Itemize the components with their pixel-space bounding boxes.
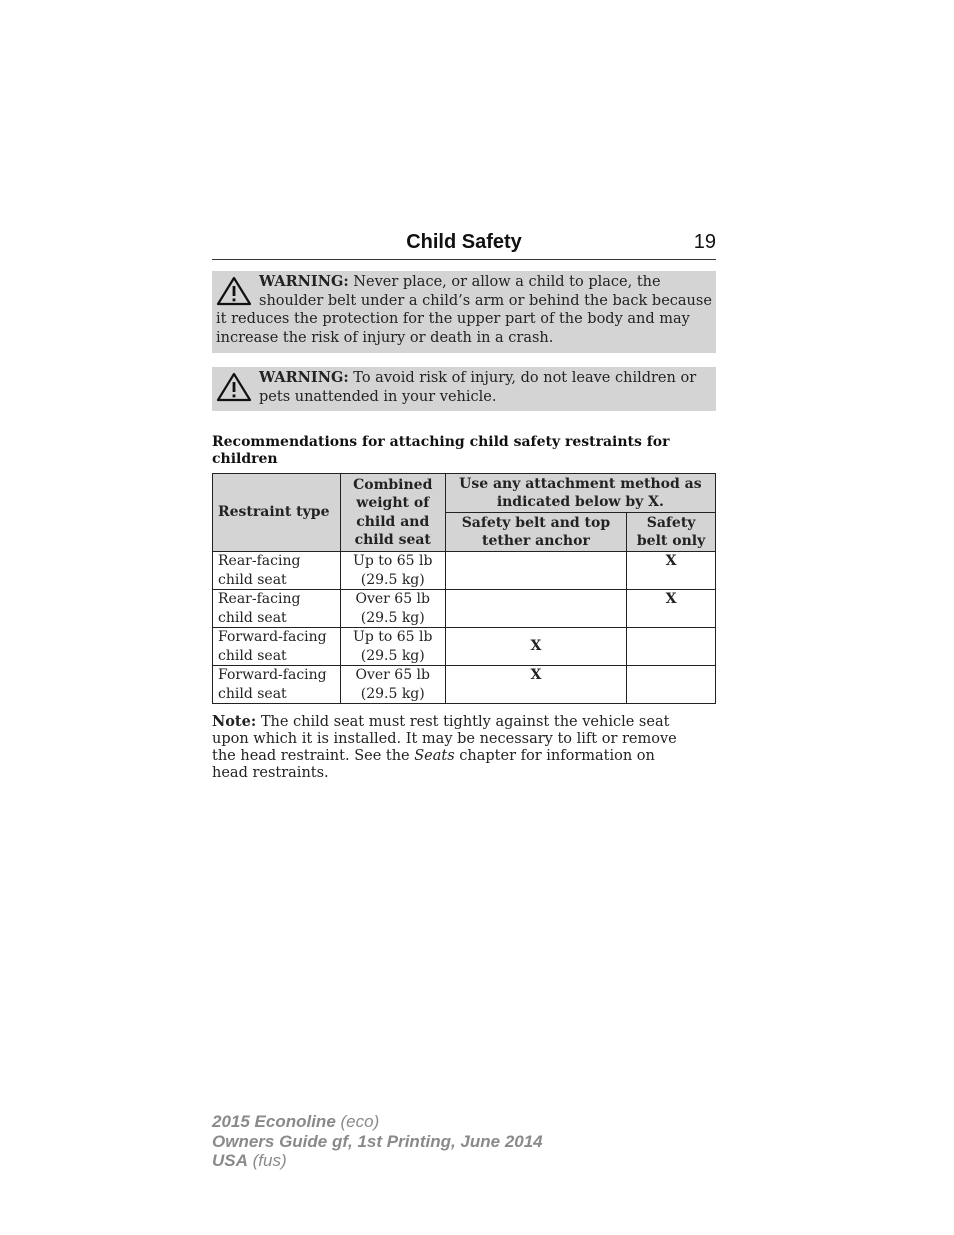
cell-weight: Up to 65 lb (29.5 kg) xyxy=(340,628,445,666)
warning-box-shoulder-belt xyxy=(212,271,716,353)
cell-weight: Over 65 lb (29.5 kg) xyxy=(340,590,445,628)
footer-line-guide xyxy=(212,1132,543,1152)
header-belt-and-tether: Safety belt and top tether anchor xyxy=(445,513,626,552)
table-row xyxy=(213,590,716,628)
table-row xyxy=(213,666,716,704)
page-number: 19 xyxy=(693,231,716,253)
recommendations-heading: Recommendations for attaching child safety restraints for children xyxy=(212,434,670,467)
warning-label: WARNING: xyxy=(259,369,349,386)
warning-triangle-icon xyxy=(216,372,252,406)
header-belt-only: Safety belt only xyxy=(627,513,716,552)
header-attachment-method: Use any attachment method as indicated below by X. xyxy=(445,474,715,513)
note-label: Note: xyxy=(212,713,257,730)
cell-restraint: Forward-facing child seat xyxy=(213,628,341,666)
cell-restraint: Rear-facing child seat xyxy=(213,590,341,628)
footer-market: USA xyxy=(212,1151,248,1170)
footer-model-code: (eco) xyxy=(340,1112,380,1131)
page-header xyxy=(212,229,716,260)
cell-restraint: Forward-facing child seat xyxy=(213,666,341,704)
cell-belt-and-tether: X xyxy=(445,666,626,704)
cell-belt-and-tether xyxy=(445,590,626,628)
cell-belt-only: X xyxy=(627,552,716,590)
warning-text: Never place, or allow a child to place, the shoulder belt under a child’s arm or behind the back because it reduces the protection for the upper part of the body and may increase the risk of injury or death in a crash. xyxy=(216,274,712,346)
cell-belt-only: X xyxy=(627,590,716,628)
note-paragraph xyxy=(212,713,692,782)
footer-market-code: (fus) xyxy=(252,1151,287,1170)
table-row xyxy=(213,552,716,590)
warning-text: To avoid risk of injury, do not leave children or pets unattended in your vehicle. xyxy=(259,370,697,405)
cell-belt-and-tether xyxy=(445,552,626,590)
header-restraint-type: Restraint type xyxy=(213,474,341,552)
footer-line-model xyxy=(212,1112,543,1132)
warning-triangle-icon xyxy=(216,276,252,310)
cell-belt-and-tether: X xyxy=(445,628,626,666)
cell-weight: Over 65 lb (29.5 kg) xyxy=(340,666,445,704)
cell-restraint: Rear-facing child seat xyxy=(213,552,341,590)
note-text-end: chapter for information on head restraints. xyxy=(212,748,655,781)
cell-weight: Up to 65 lb (29.5 kg) xyxy=(340,552,445,590)
footer-line-market xyxy=(212,1151,543,1171)
restraint-table xyxy=(212,473,716,704)
warning-label: WARNING: xyxy=(259,273,349,290)
warning-box-unattended xyxy=(212,367,716,411)
table-row xyxy=(213,628,716,666)
cell-belt-only xyxy=(627,666,716,704)
cell-belt-only xyxy=(627,628,716,666)
header-combined-weight: Combined weight of child and child seat xyxy=(340,474,445,552)
page-footer xyxy=(212,1112,543,1171)
footer-model: 2015 Econoline xyxy=(212,1112,336,1131)
note-seats-reference: Seats xyxy=(414,748,455,764)
page-title: Child Safety xyxy=(406,231,522,253)
note-text: The child seat must rest tightly against the vehicle seat upon which it is installed. It may be necessary to lift or remove the head restraint. See the xyxy=(212,714,677,764)
footer-guide: Owners Guide gf, 1st Printing, June 2014 xyxy=(212,1131,543,1151)
